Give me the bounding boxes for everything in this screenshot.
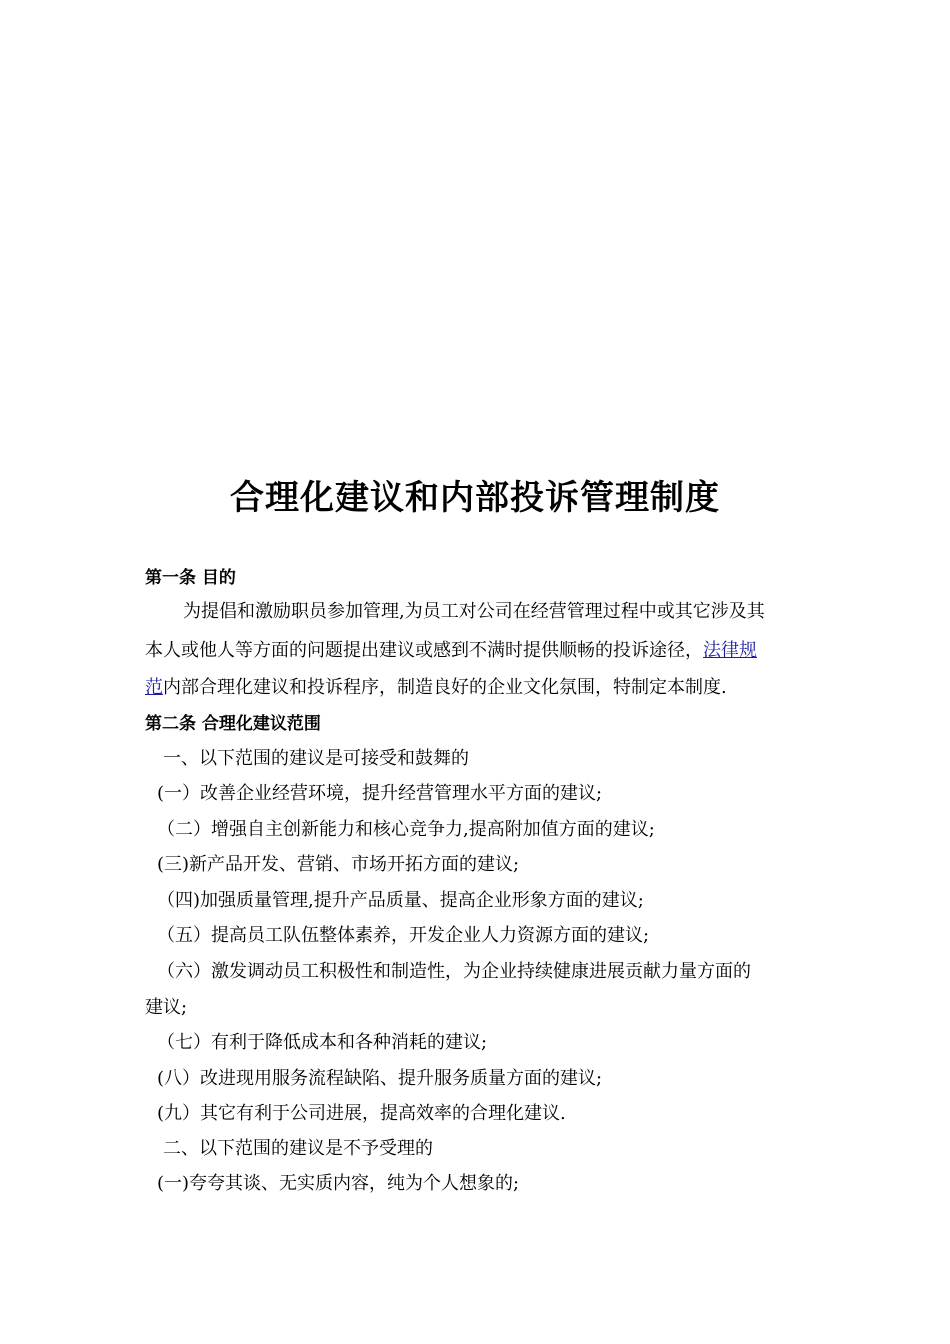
document-title: 合理化建议和内部投诉管理制度	[230, 478, 720, 518]
list-item: (一）改善企业经营环境，提升经营管理水平方面的建议;	[157, 783, 603, 804]
legal-norms-link[interactable]: 法律规	[703, 640, 757, 661]
list-item: (九）其它有利于公司进展，提高效率的合理化建议.	[157, 1103, 566, 1124]
legal-norms-link-continued[interactable]: 范	[145, 677, 163, 698]
section-1-heading: 一、以下范围的建议是可接受和鼓舞的	[163, 748, 469, 769]
list-item: （四)加强质量管理,提升产品质量、提高企业形象方面的建议;	[157, 890, 644, 911]
section-2-heading: 二、以下范围的建议是不予受理的	[163, 1138, 433, 1159]
article-1-paragraph-line-2	[145, 639, 757, 663]
list-item: （二）增强自主创新能力和核心竞争力,提高附加值方面的建议;	[157, 819, 655, 840]
article-1-paragraph-text-end: 内部合理化建议和投诉程序，制造良好的企业文化氛围，特制定本制度.	[163, 677, 727, 698]
article-1-paragraph-text: 本人或他人等方面的问题提出建议或感到不满时提供顺畅的投诉途径，	[145, 640, 703, 661]
list-item: (一)夸夸其谈、无实质内容，纯为个人想象的;	[157, 1173, 520, 1194]
article-1-paragraph-line-3	[145, 676, 727, 700]
article-2-heading: 第二条 合理化建议范围	[145, 714, 321, 734]
list-item: （七）有利于降低成本和各种消耗的建议;	[157, 1032, 488, 1053]
list-item-continuation: 建议;	[145, 997, 188, 1018]
list-item: （五）提高员工队伍整体素养，开发企业人力资源方面的建议;	[157, 925, 650, 946]
list-item: (八）改进现用服务流程缺陷、提升服务质量方面的建议;	[157, 1068, 603, 1089]
list-item: (三)新产品开发、营销、市场开拓方面的建议;	[157, 854, 520, 875]
article-1-paragraph-line-1: 为提倡和激励职员参加管理,为员工对公司在经营管理过程中或其它涉及其	[183, 601, 765, 622]
article-1-heading: 第一条 目的	[145, 568, 236, 588]
list-item: （六）激发调动员工积极性和制造性，为企业持续健康进展贡献力量方面的	[157, 961, 751, 982]
